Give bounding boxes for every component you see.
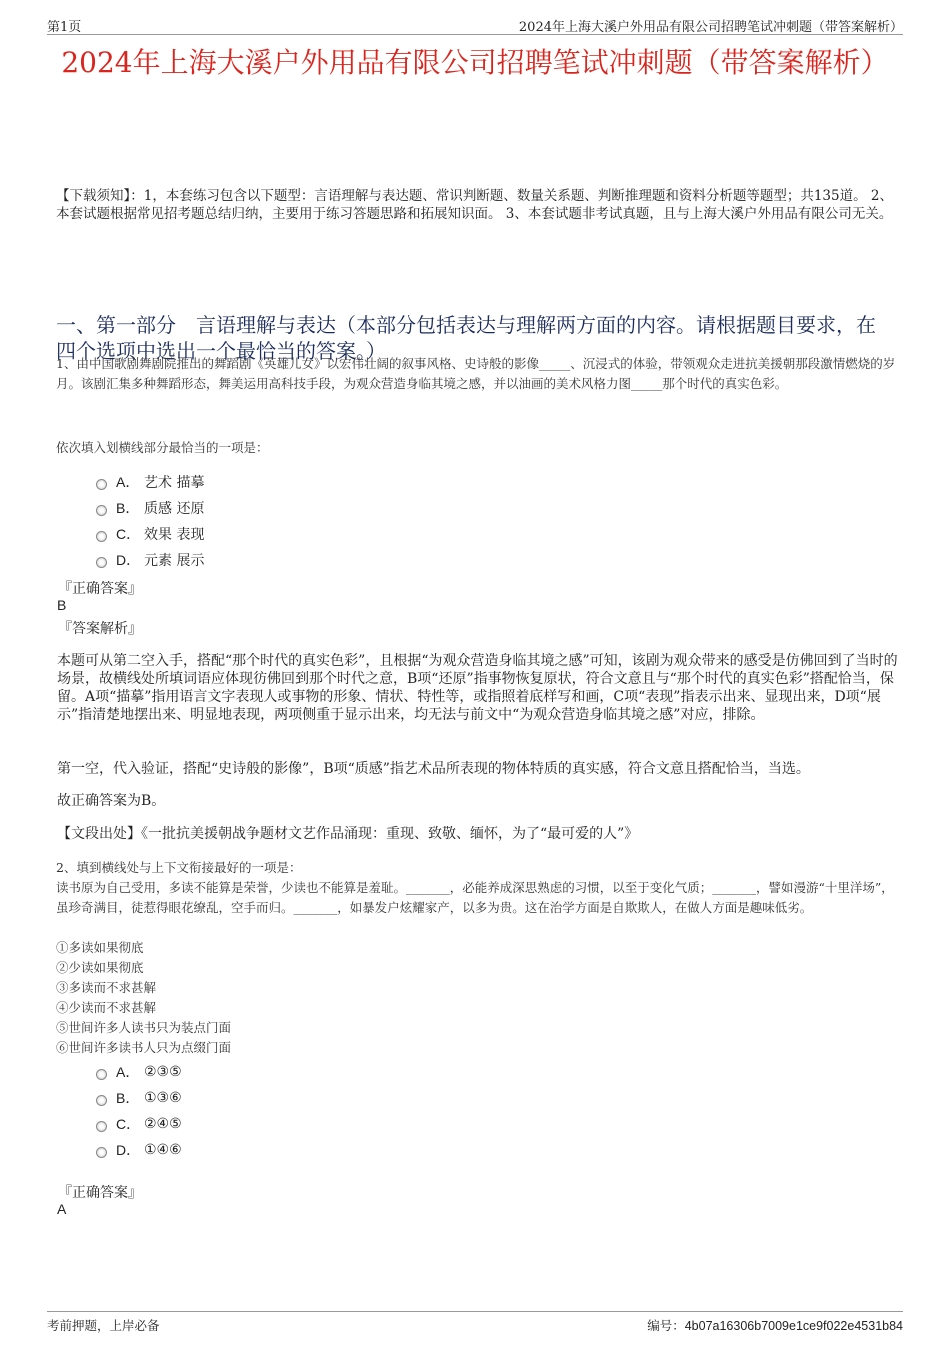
choice-item: ①多读如果彻底 xyxy=(56,940,144,955)
choice-item: ③多读而不求甚解 xyxy=(56,980,157,995)
option-b[interactable]: B． 质感 还原 xyxy=(96,495,204,521)
page-header xyxy=(47,14,903,35)
question-2-passage: 读书原为自己受用，多读不能算是荣誉，少读也不能算是羞耻。_______，必能养成深思熟虑的习惯，以至于变化气质；_______，譬如漫游“十里洋场”，虽珍奇满目，徒惹得眼花缭乱，空手而归。_______，如暴发户炫耀家产，以多为贵。这在治学方面是自欺欺人，在做人方面是趣味低劣。 xyxy=(56,880,894,915)
radio-icon[interactable] xyxy=(96,1121,107,1132)
choice-item: ⑤世间许多人读书只为装点门面 xyxy=(56,1020,232,1035)
section-heading: 一、第一部分 言语理解与表达（本部分包括表达与理解两方面的内容。请根据题目要求，在四个选项中选出一个最恰当的答案。） xyxy=(56,313,876,363)
option-b[interactable]: B． ①③⑥ xyxy=(96,1085,182,1111)
question-2-choices xyxy=(56,938,902,1058)
question-2-stem: 2、填到横线处与上下文衔接最好的一项是： xyxy=(56,860,302,875)
answer-value: A xyxy=(57,1201,67,1217)
page-footer xyxy=(47,1311,903,1334)
source-citation: 【文段出处】《一批抗美援朝战争题材文艺作品涌现：重现、致敬、缅怀，为了“最可爱的人”》 xyxy=(57,826,639,842)
page-number: 第1页 xyxy=(47,20,82,35)
option-c[interactable]: C． 效果 表现 xyxy=(96,521,204,547)
question-2-options xyxy=(96,1059,182,1163)
radio-icon[interactable] xyxy=(96,531,107,542)
option-a[interactable]: A． 艺术 描摹 xyxy=(96,469,204,495)
radio-icon[interactable] xyxy=(96,1095,107,1106)
option-d[interactable]: D． 元素 展示 xyxy=(96,547,204,573)
radio-icon[interactable] xyxy=(96,557,107,568)
choice-item: ④少读而不求甚解 xyxy=(56,1000,157,1015)
choice-item: ②少读如果彻底 xyxy=(56,960,144,975)
question-1-options xyxy=(96,469,204,573)
code-value: 4b07a16306b7009e1ce9f022e4531b84 xyxy=(684,1319,903,1333)
analysis-label: 『答案解析』 xyxy=(58,621,142,637)
choice-item: ⑥世间许多读书人只为点缀门面 xyxy=(56,1040,232,1055)
radio-icon[interactable] xyxy=(96,1147,107,1158)
radio-icon[interactable] xyxy=(96,1069,107,1080)
option-d[interactable]: D． ①④⑥ xyxy=(96,1137,182,1163)
answer-label: 『正确答案』 xyxy=(58,581,142,597)
analysis-paragraph-3: 故正确答案为B。 xyxy=(57,793,166,809)
download-notice: 【下载须知】：1，本套练习包含以下题型：言语理解与表达题、常识判断题、数量关系题、判断推理题和资料分析题等题型；共135道。 2、本套试题根据常见招考题总结归纳，主要用于练习答题思路和拓展知识面。 3、本套试题非考试真题，且与上海大溪户外用品有限公司无关。 xyxy=(56,188,893,222)
footer-code: 编号：4b07a16306b7009e1ce9f022e4531b84 xyxy=(647,1318,903,1333)
footer-slogan: 考前押题，上岸必备 xyxy=(47,1318,160,1333)
answer-value: B xyxy=(57,597,67,613)
option-a[interactable]: A． ②③⑤ xyxy=(96,1059,182,1085)
option-c[interactable]: C． ②④⑤ xyxy=(96,1111,182,1137)
answer-label: 『正确答案』 xyxy=(58,1185,142,1201)
question-1-stem: 1、由中国歌剧舞剧院推出的舞蹈剧《英雄儿女》以宏伟壮阔的叙事风格、史诗般的影像_____、沉浸式的体验，带领观众走进抗美援朝那段激情燃烧的岁月。该剧汇集多种舞蹈形态，舞美运用高科技手段，为观众营造身临其境之感，并以油画的美术风格力图_____那个时代的真实色彩。 xyxy=(56,356,896,391)
analysis-paragraph-2: 第一空，代入验证，搭配“史诗般的影像”，B项“质感”指艺术品所表现的物体特质的真实感，符合文意且搭配恰当，当选。 xyxy=(57,761,810,777)
radio-icon[interactable] xyxy=(96,479,107,490)
header-doc-title: 2024年上海大溪户外用品有限公司招聘笔试冲刺题（带答案解析） xyxy=(518,20,903,35)
question-1-instruction: 依次填入划横线部分最恰当的一项是： xyxy=(56,440,269,455)
document-title: 2024年上海大溪户外用品有限公司招聘笔试冲刺题（带答案解析） xyxy=(61,46,889,79)
analysis-paragraph-1: 本题可从第二空入手，搭配“那个时代的真实色彩”，且根据“为观众营造身临其境之感”可知，该剧为观众带来的感受是仿佛回到了当时的场景，故横线处所填词语应体现彷佛回到那个时代之意，B项“还原”指事物恢复原状，符合文意且与“那个时代的真实色彩”搭配恰当，保留。A项“描摹”指用语言文字表现人或事物的形象、情状、特性等，或指照着底样写和画，C项“表现”指表示出来、显现出来，D项“展示”指清楚地摆出来、明显地表现，两项侧重于显示出来，均无法与前文中“为观众营造身临其境之感”对应，排除。 xyxy=(57,653,898,723)
radio-icon[interactable] xyxy=(96,505,107,516)
